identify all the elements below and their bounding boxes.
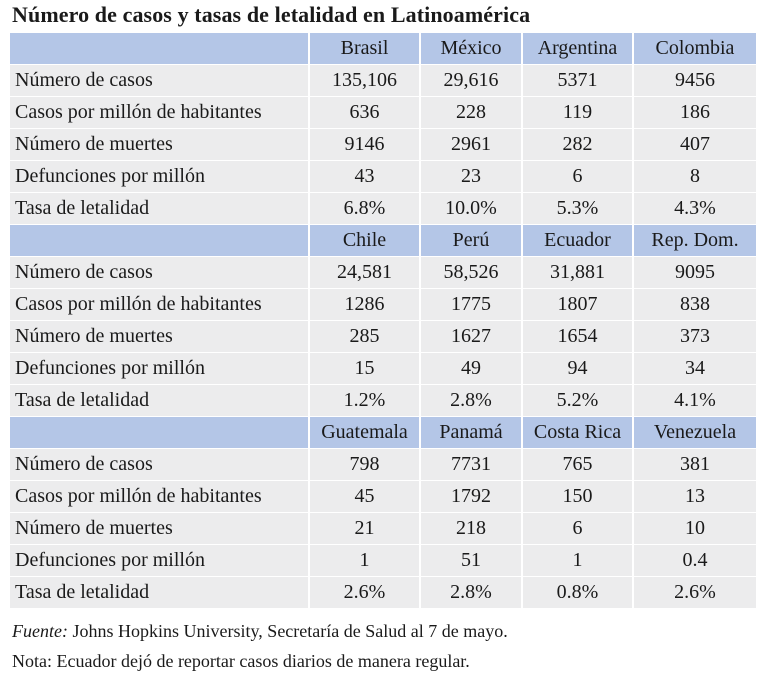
- table-cell: 43: [310, 161, 421, 193]
- table-cell: 1792: [421, 481, 523, 513]
- row-label: Defunciones por millón: [10, 161, 310, 193]
- table-cell: 186: [634, 97, 756, 129]
- table-cell: 407: [634, 129, 756, 161]
- table-cell: 5.3%: [523, 193, 634, 225]
- row-label: Defunciones por millón: [10, 353, 310, 385]
- country-header-cell: Rep. Dom.: [634, 225, 756, 257]
- table-cell: 1286: [310, 289, 421, 321]
- header-blank-cell: [10, 225, 310, 257]
- row-label: Número de casos: [10, 257, 310, 289]
- table-cell: 45: [310, 481, 421, 513]
- table-cell: 15: [310, 353, 421, 385]
- row-label: Tasa de letalidad: [10, 193, 310, 225]
- table-cell: 9095: [634, 257, 756, 289]
- table-cell: 8: [634, 161, 756, 193]
- note-line: Nota: Ecuador dejó de reportar casos diarios de manera regular.: [12, 651, 470, 671]
- table-cell: 6: [523, 161, 634, 193]
- row-label: Número de muertes: [10, 129, 310, 161]
- table-cell: 49: [421, 353, 523, 385]
- country-header-row: [10, 225, 756, 257]
- covid-data-table: [10, 33, 756, 609]
- table-cell: 51: [421, 545, 523, 577]
- table-cell: 1775: [421, 289, 523, 321]
- table-cell: 765: [523, 449, 634, 481]
- table-row: [10, 65, 756, 97]
- country-header-cell: Guatemala: [310, 417, 421, 449]
- table-row: [10, 257, 756, 289]
- table-cell: 34: [634, 353, 756, 385]
- table-cell: 282: [523, 129, 634, 161]
- table-row: [10, 193, 756, 225]
- row-label: Número de muertes: [10, 321, 310, 353]
- table-cell: 1807: [523, 289, 634, 321]
- row-label: Número de casos: [10, 65, 310, 97]
- country-header-cell: Argentina: [523, 33, 634, 65]
- table-cell: 1627: [421, 321, 523, 353]
- table-cell: 1: [310, 545, 421, 577]
- table-row: [10, 289, 756, 321]
- country-header-cell: Venezuela: [634, 417, 756, 449]
- table-cell: 2961: [421, 129, 523, 161]
- table-row: [10, 449, 756, 481]
- country-header-cell: Panamá: [421, 417, 523, 449]
- table-row: [10, 97, 756, 129]
- table-cell: 0.4: [634, 545, 756, 577]
- table-cell: 7731: [421, 449, 523, 481]
- country-header-row: [10, 417, 756, 449]
- table-cell: 228: [421, 97, 523, 129]
- country-header-row: [10, 33, 756, 65]
- table-cell: 9456: [634, 65, 756, 97]
- row-label: Casos por millón de habitantes: [10, 481, 310, 513]
- source-label: Fuente:: [12, 621, 68, 641]
- table-cell: 373: [634, 321, 756, 353]
- source-text: Johns Hopkins University, Secretaría de Salud al 7 de mayo.: [67, 621, 508, 641]
- table-row: [10, 353, 756, 385]
- table-cell: 4.3%: [634, 193, 756, 225]
- table-cell: 135,106: [310, 65, 421, 97]
- table-cell: 2.8%: [421, 385, 523, 417]
- source-line: [12, 621, 508, 642]
- table-row: [10, 513, 756, 545]
- table-cell: 10.0%: [421, 193, 523, 225]
- table-cell: 6: [523, 513, 634, 545]
- table-cell: 218: [421, 513, 523, 545]
- table-cell: 23: [421, 161, 523, 193]
- row-label: Casos por millón de habitantes: [10, 289, 310, 321]
- table-cell: 150: [523, 481, 634, 513]
- table-cell: 1: [523, 545, 634, 577]
- table-cell: 798: [310, 449, 421, 481]
- table-cell: 58,526: [421, 257, 523, 289]
- country-header-cell: Brasil: [310, 33, 421, 65]
- table-cell: 13: [634, 481, 756, 513]
- table-cell: 838: [634, 289, 756, 321]
- row-label: Tasa de letalidad: [10, 385, 310, 417]
- table-title: Número de casos y tasas de letalidad en Latinoamérica: [12, 2, 531, 27]
- table-cell: 0.8%: [523, 577, 634, 609]
- table-cell: 6.8%: [310, 193, 421, 225]
- country-header-cell: Costa Rica: [523, 417, 634, 449]
- table-cell: 9146: [310, 129, 421, 161]
- table-cell: 4.1%: [634, 385, 756, 417]
- table-cell: 2.6%: [634, 577, 756, 609]
- table-cell: 5371: [523, 65, 634, 97]
- header-blank-cell: [10, 33, 310, 65]
- table-cell: 381: [634, 449, 756, 481]
- header-blank-cell: [10, 417, 310, 449]
- table-cell: 2.6%: [310, 577, 421, 609]
- table-row: [10, 385, 756, 417]
- table-row: [10, 577, 756, 609]
- table-cell: 10: [634, 513, 756, 545]
- table-cell: 24,581: [310, 257, 421, 289]
- table-row: [10, 481, 756, 513]
- country-header-cell: Ecuador: [523, 225, 634, 257]
- table-row: [10, 545, 756, 577]
- table-cell: 31,881: [523, 257, 634, 289]
- table-cell: 29,616: [421, 65, 523, 97]
- table-cell: 1654: [523, 321, 634, 353]
- table-cell: 285: [310, 321, 421, 353]
- table-cell: 5.2%: [523, 385, 634, 417]
- table-row: [10, 129, 756, 161]
- country-header-cell: Colombia: [634, 33, 756, 65]
- table-cell: 119: [523, 97, 634, 129]
- table-cell: 21: [310, 513, 421, 545]
- row-label: Casos por millón de habitantes: [10, 97, 310, 129]
- table-cell: 2.8%: [421, 577, 523, 609]
- table-cell: 1.2%: [310, 385, 421, 417]
- country-header-cell: Chile: [310, 225, 421, 257]
- row-label: Defunciones por millón: [10, 545, 310, 577]
- row-label: Número de casos: [10, 449, 310, 481]
- table-row: [10, 321, 756, 353]
- row-label: Tasa de letalidad: [10, 577, 310, 609]
- table-cell: 94: [523, 353, 634, 385]
- row-label: Número de muertes: [10, 513, 310, 545]
- country-header-cell: México: [421, 33, 523, 65]
- country-header-cell: Perú: [421, 225, 523, 257]
- table-cell: 636: [310, 97, 421, 129]
- table-row: [10, 161, 756, 193]
